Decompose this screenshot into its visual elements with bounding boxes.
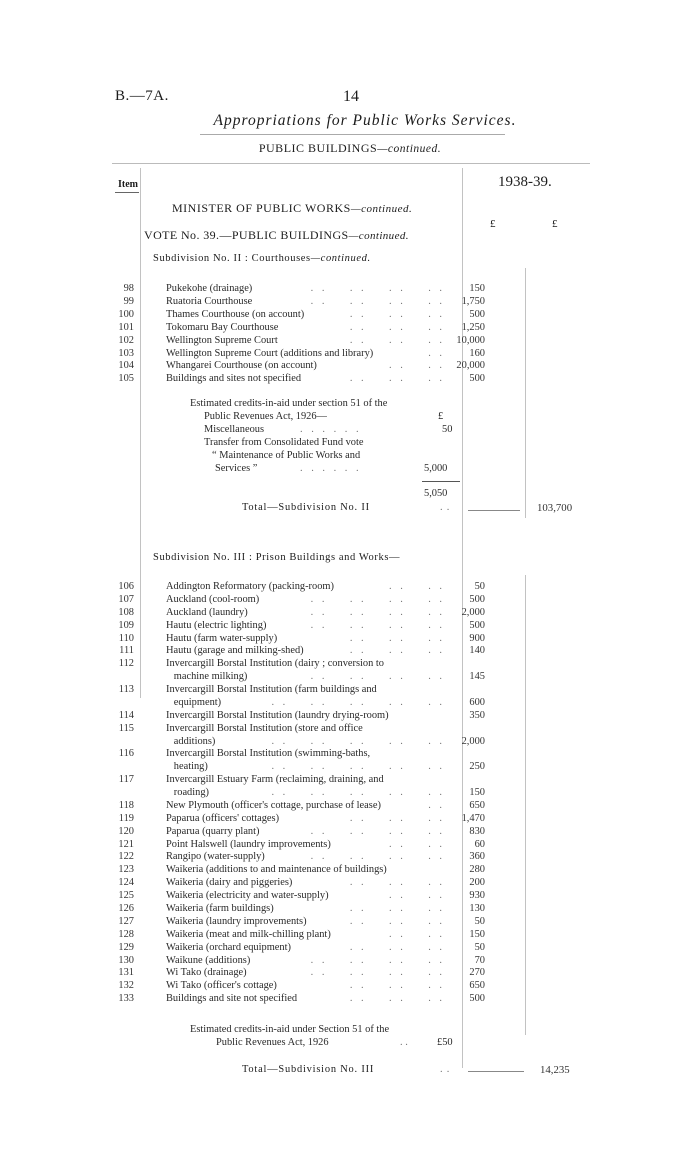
leader-dots: . . . . . . . . — [310, 283, 445, 294]
item-number: 104 — [118, 360, 134, 372]
leader-dots: . . . . . . — [349, 980, 445, 992]
item-amount: 830 — [469, 825, 485, 837]
item-description: Invercargill Borstal Institution (dairy ; conversion to — [166, 658, 384, 670]
leader-dots: . . . . . . — [349, 334, 445, 346]
item-number: 103 — [118, 347, 134, 359]
leader-dots: . . . . . . — [349, 308, 445, 320]
table-row — [0, 850, 700, 863]
table-row — [0, 372, 700, 385]
leader-dots: . . . . . . . . — [310, 954, 445, 966]
leader-dots: . . . . . . . . . . — [271, 696, 445, 708]
item-description: Addington Reformatory (packing-room) — [166, 581, 334, 592]
item-number: 116 — [118, 748, 134, 760]
item-description: Buildings and site not specified — [166, 993, 298, 1005]
subdivision-2-continued: —continued. — [310, 253, 371, 264]
item-description: Invercargill Borstal Institution (laundry drying-room) — [166, 709, 389, 721]
item-number: 128 — [118, 928, 134, 940]
item-amount: 250 — [469, 761, 485, 773]
item-number: 106 — [118, 581, 134, 592]
sub2-total-rule — [468, 510, 520, 511]
table-row — [0, 915, 700, 928]
item-description: Paparua (officers' cottages) — [166, 812, 280, 824]
sub2-total-label: Total—Subdivision No. II — [242, 502, 370, 513]
sub3-total-rule — [468, 1071, 524, 1072]
sub3-total-dots: . . — [440, 1064, 451, 1075]
item-number: 124 — [118, 877, 134, 889]
item-number: 117 — [118, 774, 134, 786]
item-description: Waikeria (electricity and water-supply) — [166, 890, 329, 902]
table-row — [0, 295, 700, 308]
item-description: Invercargill Borstal Institution (swimming-baths, — [166, 748, 371, 760]
item-description: Rangipo (water-supply) — [166, 851, 265, 863]
sub3-credits-line2: Public Revenues Act, 1926 — [216, 1037, 329, 1048]
item-description: Thames Courthouse (on account) — [166, 308, 305, 320]
item-number: 105 — [118, 373, 134, 385]
item-amount: 930 — [469, 890, 485, 902]
item-description: Hautu (electric lighting) — [166, 619, 267, 631]
leader-dots: . . . . . . — [349, 645, 445, 657]
item-description: roading) — [166, 787, 209, 799]
item-description: Wellington Supreme Court (additions and library) — [166, 347, 374, 359]
table-row — [0, 979, 700, 992]
item-amount: 200 — [469, 877, 485, 889]
leader-dots: . . . . — [389, 890, 445, 902]
item-description: Waikeria (meat and milk-chilling plant) — [166, 928, 331, 940]
table-row — [0, 644, 700, 657]
leader-dots: . . . . . . — [349, 993, 445, 1005]
leader-dots: . . . . . . . . — [310, 967, 445, 979]
item-description: Ruatoria Courthouse — [166, 295, 253, 307]
sub2-transfer-amount: 5,000 — [424, 463, 448, 474]
item-number: 129 — [118, 941, 134, 953]
item-number: 113 — [118, 684, 134, 696]
item-description: Hautu (garage and milking-shed) — [166, 645, 304, 657]
item-amount: 2,000 — [461, 606, 485, 618]
item-description: Wellington Supreme Court — [166, 334, 278, 346]
item-number: 102 — [118, 334, 134, 346]
item-amount: 145 — [469, 671, 485, 683]
table-row — [0, 735, 700, 748]
item-number: 127 — [118, 915, 134, 927]
item-description: Waikeria (orchard equipment) — [166, 941, 291, 953]
table-row — [0, 902, 700, 915]
table-row — [0, 928, 700, 941]
table-row — [0, 709, 700, 722]
leader-dots: . . . . . . . . — [310, 295, 445, 307]
table-row — [0, 838, 700, 851]
item-description: Buildings and sites not specified — [166, 373, 302, 385]
item-description: Tokomaru Bay Courthouse — [166, 321, 279, 333]
sub2-credits-sum-rule — [422, 481, 460, 482]
leader-dots: . . . . . . . . — [310, 606, 445, 618]
table-row — [0, 308, 700, 321]
pound-symbol-col1: £ — [490, 218, 496, 230]
table-row — [0, 321, 700, 334]
item-amount: 280 — [469, 864, 485, 876]
sub3-credits-dots: . . — [400, 1037, 408, 1048]
table-row — [0, 347, 700, 360]
item-number: 120 — [118, 825, 134, 837]
item-number: 126 — [118, 903, 134, 914]
page-title: Appropriations for Public Works Services. — [213, 112, 517, 129]
item-amount: 10,000 — [456, 334, 485, 346]
leader-dots: . . . . . . — [349, 941, 445, 953]
sub3-total-amount: 14,235 — [540, 1064, 570, 1076]
item-amount: 50 — [474, 581, 485, 592]
sub2-misc-amount: 50 — [442, 424, 453, 435]
item-description: Auckland (cool-room) — [166, 593, 260, 605]
leader-dots: . . . . . . — [349, 373, 445, 385]
item-description: Hautu (farm water-supply) — [166, 632, 278, 644]
item-number: 107 — [118, 593, 134, 605]
item-amount: 20,000 — [456, 360, 485, 372]
item-amount: 650 — [469, 980, 485, 992]
item-description: Invercargill Estuary Farm (reclaiming, draining, and — [166, 774, 384, 786]
document-code: B.—7A. — [115, 88, 169, 104]
leader-dots: . . — [428, 347, 445, 359]
table-row — [0, 889, 700, 902]
item-amount: 150 — [469, 283, 485, 294]
item-description: Waikeria (additions to and maintenance of buildings) — [166, 864, 387, 876]
sub2-transfer-dots: . . . . . . — [300, 463, 362, 474]
item-description: equipment) — [166, 696, 222, 708]
minister-continued: —continued. — [350, 203, 413, 215]
item-amount: 650 — [469, 799, 485, 811]
item-number: 111 — [119, 645, 134, 657]
item-number: 123 — [118, 864, 134, 876]
item-column-header: Item — [118, 179, 138, 190]
item-amount: 1,470 — [461, 812, 485, 824]
leader-dots: . . . . . . . . . . — [271, 735, 445, 747]
leader-dots: . . . . . . . . . . — [271, 787, 445, 799]
leader-dots: . . . . . . — [349, 915, 445, 927]
item-amount: 350 — [469, 709, 485, 721]
table-row — [0, 812, 700, 825]
sub3-credits-line1: Estimated credits-in-aid under Section 51 of the — [190, 1024, 390, 1035]
leader-dots: . . . . . . . . — [310, 619, 445, 631]
title-rule — [200, 134, 505, 135]
vote-text: VOTE No. 39.—PUBLIC BUILDINGS — [144, 228, 349, 242]
leader-dots: . . . . . . — [349, 321, 445, 333]
table-row — [0, 670, 700, 683]
table-row — [0, 799, 700, 812]
item-header-rule — [115, 192, 139, 193]
item-number: 133 — [118, 993, 134, 1005]
item-amount: 1,750 — [461, 295, 485, 307]
table-row — [0, 825, 700, 838]
item-number: 99 — [123, 295, 134, 307]
sub3-total-label: Total—Subdivision No. III — [242, 1064, 375, 1075]
table-row — [0, 657, 700, 670]
leader-dots: . . — [428, 799, 445, 811]
item-description: Whangarei Courthouse (on account) — [166, 360, 317, 372]
section-title — [0, 141, 700, 156]
item-amount: 150 — [469, 787, 485, 799]
pound-symbol-col2: £ — [552, 218, 558, 230]
leader-dots: . . . . . . . . — [310, 671, 445, 683]
leader-dots: . . . . . . — [349, 903, 445, 914]
item-amount: 500 — [469, 619, 485, 631]
header-rule — [112, 163, 590, 164]
subdivision-2-heading — [153, 253, 371, 264]
vote-continued: —continued. — [348, 230, 409, 242]
sub2-total-dots: . . — [440, 502, 451, 513]
table-row — [0, 334, 700, 347]
item-number: 112 — [118, 658, 134, 670]
leader-dots: . . . . . . . . — [310, 851, 445, 863]
item-number: 131 — [118, 967, 134, 979]
table-row — [0, 722, 700, 735]
table-row — [0, 696, 700, 709]
table-row — [0, 747, 700, 760]
table-row — [0, 282, 700, 295]
item-number: 114 — [118, 709, 134, 721]
subdivision-2-title: Subdivision No. II : Courthouses — [153, 253, 311, 264]
item-number: 100 — [118, 308, 134, 320]
table-row — [0, 606, 700, 619]
item-amount: 500 — [469, 373, 485, 385]
leader-dots: . . . . . . . . — [310, 825, 445, 837]
sub2-transfer-line3: Services ” — [215, 463, 258, 474]
item-number: 109 — [118, 619, 134, 631]
leader-dots: . . . . . . . . — [310, 593, 445, 605]
sub2-total-amount: 103,700 — [537, 502, 573, 514]
table-row — [0, 580, 700, 593]
item-number: 125 — [118, 890, 134, 902]
table-row — [0, 786, 700, 799]
item-number: 101 — [118, 321, 134, 333]
leader-dots: . . . . — [389, 928, 445, 940]
item-amount: 160 — [469, 347, 485, 359]
table-row — [0, 773, 700, 786]
sub2-credits-line2: Public Revenues Act, 1926— — [204, 411, 327, 422]
table-row — [0, 941, 700, 954]
item-description: New Plymouth (officer's cottage, purchase of lease) — [166, 799, 381, 811]
item-amount: 50 — [474, 941, 485, 953]
item-description: Waikeria (laundry improvements) — [166, 915, 307, 927]
table-row — [0, 359, 700, 372]
item-number: 108 — [118, 606, 134, 618]
item-description: Wi Tako (drainage) — [166, 967, 247, 979]
leader-dots: . . . . — [389, 838, 445, 850]
minister-text: MINISTER OF PUBLIC WORKS — [172, 201, 351, 215]
section-continued: —continued. — [377, 143, 442, 155]
item-number: 115 — [118, 722, 134, 734]
table-row — [0, 966, 700, 979]
table-row — [0, 992, 700, 1005]
item-amount: 900 — [469, 632, 485, 644]
sub2-credits-pound: £ — [438, 411, 444, 422]
item-number: 121 — [118, 838, 134, 850]
table-row — [0, 593, 700, 606]
item-amount: 600 — [469, 696, 485, 708]
leader-dots: . . . . . . — [349, 632, 445, 644]
table-row — [0, 876, 700, 889]
table-row — [0, 954, 700, 967]
item-amount: 500 — [469, 308, 485, 320]
item-amount: 70 — [474, 954, 485, 966]
item-number: 122 — [118, 851, 134, 863]
item-description: additions) — [166, 735, 216, 747]
item-description: Point Halswell (laundry improvements) — [166, 838, 331, 850]
item-number: 132 — [118, 980, 134, 992]
item-description: Wi Tako (officer's cottage) — [166, 980, 277, 992]
item-description: Invercargill Borstal Institution (store and office — [166, 722, 363, 734]
sub2-credits-line1: Estimated credits-in-aid under section 51 of the — [190, 398, 388, 409]
item-number: 130 — [118, 954, 134, 966]
item-description: heating) — [166, 761, 208, 773]
item-description: Pukekohe (drainage) — [166, 283, 253, 294]
leader-dots: . . . . — [389, 360, 445, 372]
sub2-transfer-line2: “ Maintenance of Public Works and — [212, 450, 361, 461]
item-amount: 500 — [469, 593, 485, 605]
table-row — [0, 683, 700, 696]
item-amount: 150 — [469, 928, 485, 940]
item-amount: 50 — [474, 915, 485, 927]
item-amount: 500 — [469, 993, 485, 1005]
table-row — [0, 632, 700, 645]
leader-dots: . . . . . . . . . . — [271, 761, 445, 773]
item-number: 118 — [118, 799, 134, 811]
sub2-misc-label: Miscellaneous — [204, 424, 265, 435]
item-description: Invercargill Borstal Institution (farm buildings and — [166, 684, 377, 696]
leader-dots: . . . . . . — [349, 877, 445, 889]
table-row — [0, 619, 700, 632]
item-number: 110 — [118, 632, 134, 644]
leader-dots: . . . . — [389, 581, 445, 592]
subdivision-3-heading: Subdivision No. III : Prison Buildings and Works— — [153, 552, 401, 563]
item-description: machine milking) — [166, 671, 248, 683]
table-row — [0, 760, 700, 773]
sub2-transfer-line1: Transfer from Consolidated Fund vote — [204, 437, 364, 448]
item-amount: 360 — [469, 851, 485, 863]
page-number: 14 — [343, 88, 359, 105]
sub2-misc-dots: . . . . . . — [300, 424, 362, 435]
minister-heading — [172, 201, 412, 216]
section-name: PUBLIC BUILDINGS — [258, 141, 378, 155]
table-row — [0, 863, 700, 876]
sub3-credits-amount: £50 — [437, 1037, 453, 1048]
item-amount: 2,000 — [461, 735, 485, 747]
item-amount: 140 — [469, 645, 485, 657]
item-amount: 130 — [469, 903, 485, 914]
item-number: 98 — [123, 283, 134, 294]
sub2-credits-sum: 5,050 — [424, 488, 448, 499]
item-description: Paparua (quarry plant) — [166, 825, 260, 837]
vote-heading — [144, 228, 409, 243]
item-amount: 270 — [469, 967, 485, 979]
item-description: Waikeria (dairy and piggeries) — [166, 877, 293, 889]
item-number: 119 — [118, 812, 134, 824]
item-description: Auckland (laundry) — [166, 606, 248, 618]
leader-dots: . . . . . . — [349, 812, 445, 824]
item-amount: 1,250 — [461, 321, 485, 333]
item-description: Waikune (additions) — [166, 954, 251, 966]
year-column-header: 1938-39. — [498, 174, 552, 190]
item-description: Waikeria (farm buildings) — [166, 903, 274, 914]
item-amount: 60 — [474, 838, 485, 850]
